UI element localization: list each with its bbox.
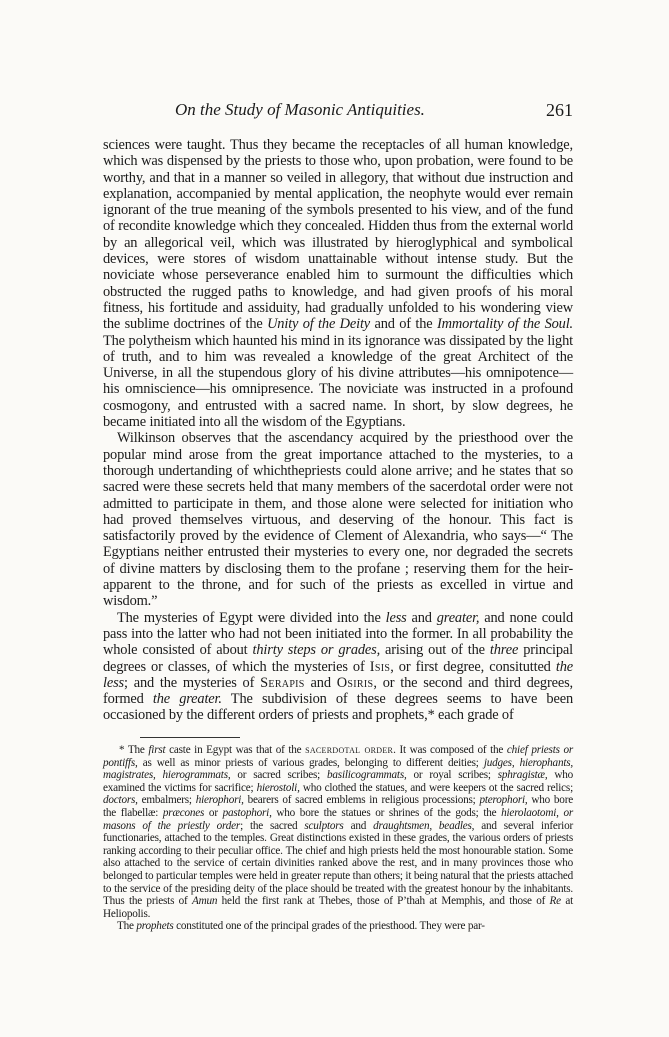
paragraph-2: Wilkinson observes that the ascendancy acquired by the priesthood over the popular mind arose from the great importance attached to the mysteries, to a thorough undertanding of whichthepriests could alone arrive; and he states that so sacred were these secrets held that many members of the sacerdotal order were not admitted to participate in them, and those alone were selected for initiation who had proved themselves virtuous, and deserving of the honour. This fact is satisfactorily proved by the evidence of Clement of Alexandria, who says—“ The Egyptians neither entrusted their mysteries to every one, nor degraded the secrets of divine matters by disclosing them to the profane ; reserving them for the heir-apparent to the throne, and for such of the priests as excelled in virtue and wisdom.” xyxy=(103,430,573,610)
body-text xyxy=(103,137,573,724)
footnote-2: The prophets constituted one of the principal grades of the priesthood. They were par- xyxy=(117,920,485,933)
page-header xyxy=(105,100,573,124)
footnote-1: * The first caste in Egypt was that of the sacerdotal order. It was composed of the chief priests or pontiffs, as well as minor priests of various grades, belonging to different deities; judges, hierophants, magistrates, hierogrammats, or sacred scribes; basilicogrammats, or royal scribes; sphragistæ, who examined the victims for sacrifice; hierostoli, who clothed the statues, and were keepers ot the sacred relics; doctors, embalmers; hierophori, bearers of sacred emblems in religious processions; pterophori, who bore the flabellæ: præcones or pastophori, who bore the statues or shrines of the gods; the hierolaotomi, or masons of the priestly order; the sacred sculptors and draughtsmen, beadles, and several inferior functionaries, attached to the temples. Great distinctions existed in these grades, the various orders of priests ranking according to their peculiar office. The chief and high priests held the most honourable station. Some also attached to the service of certain divinities ranked above the rest, and in many provinces those who belonged to particular temples were held in greater repute than others; it being natural that the priests attached to the service of the presiding deity of the place should be treated with the greatest honour by the inhabitants. Thus the priests of Amun held the first rank at Thebes, those of P’thah at Memphis, and those of Re at Heliopolis. xyxy=(103,744,573,920)
footnotes xyxy=(103,744,573,933)
paragraph-1: sciences were taught. Thus they became the receptacles of all human knowledge, which was dispensed by the priests to those who, upon probation, were found to be worthy, and that in a manner so veiled in allegory, that without due instruction and explanation, accompanied by mental application, the neophyte would ever remain ignorant of the true meaning of the symbols presented to his view, and of the fund of recondite knowledge which they concealed. Hidden thus from the external world by an allegorical veil, which was illustrated by hieroglyphical and symbolical devices, were stores of wisdom unattainable without intense study. But the noviciate whose perseverance enabled him to surmount the difficulties which obstructed the rugged paths to knowledge, and had given proofs of his moral fitness, his fortitude and assiduity, had gradually unfolded to his wondering view the sublime doctrines of the Unity of the Deity and of the Immortality of the Soul. The polytheism which haunted his mind in its ignorance was dissipated by the light of truth, and to him was revealed a knowledge of the great Architect of the Universe, in all the stupendous glory of his divine attributes—his omnipotence—his omniscience—his omnipresence. The noviciate was instructed in a profound cosmogony, and entrusted with a sacred name. In short, by slow degrees, he became initiated into all the wisdom of the Egyptians. xyxy=(103,137,574,431)
emphasis-unity: Unity of the Deity xyxy=(267,316,371,333)
footnote-rule xyxy=(140,737,240,738)
paragraph-3: The mysteries of Egypt were divided into the less and greater, and none could pass into the latter who had not been initiated into the former. In all probability the whole consisted of about thirty steps or grades, arising out of the three principal degrees or classes, of which the mysteries of Isis, or first degree, consitutted the less; and the mysteries of Serapis and Osiris, or the second and third degrees, formed the greater. The subdivision of these degrees seems to have been occasioned by the different orders of priests and prophets,* each grade of xyxy=(103,609,573,724)
running-title: On the Study of Masonic Antiquities. xyxy=(175,100,425,119)
emphasis-immortality: Immortality of the Soul. xyxy=(436,316,574,333)
page-number: 261 xyxy=(546,100,573,120)
